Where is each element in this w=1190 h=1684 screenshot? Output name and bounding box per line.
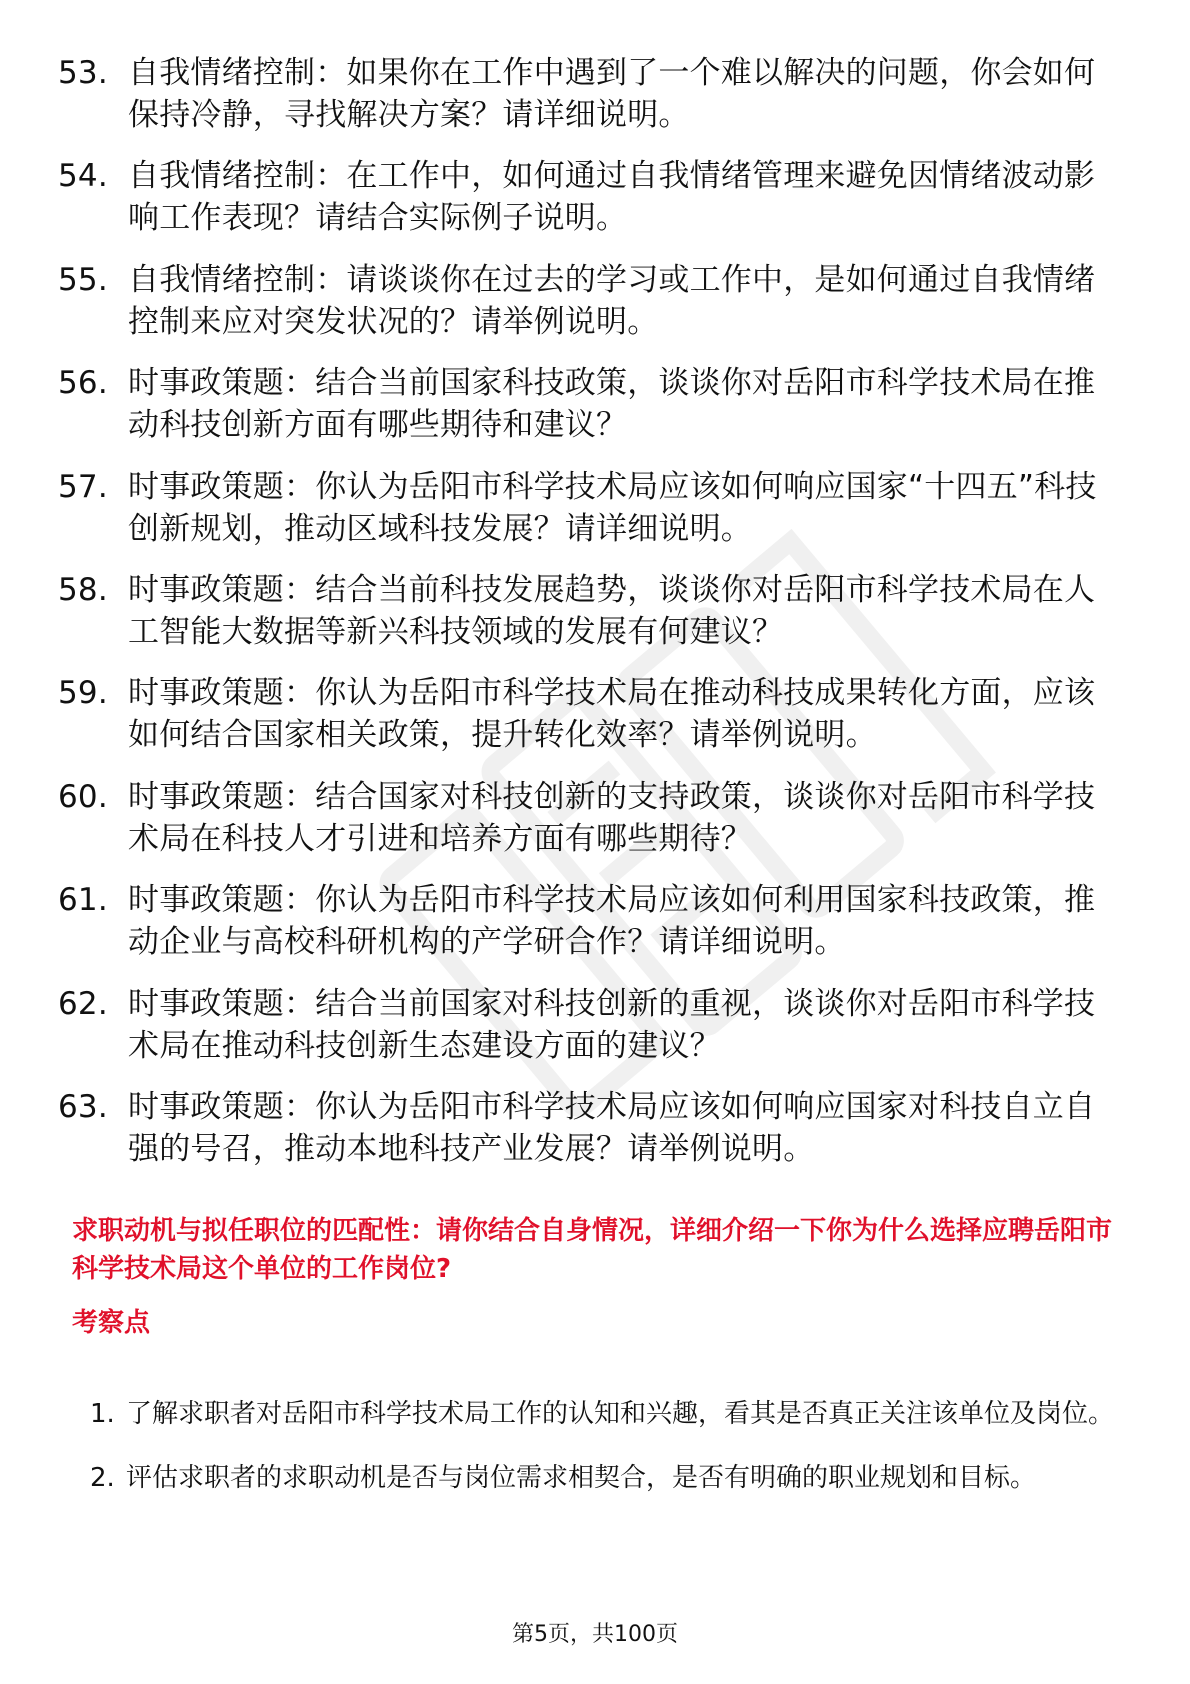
list-item [58, 466, 1118, 550]
question-number: 54. [58, 158, 108, 195]
question-text: 时事政策题：结合当前国家对科技创新的重视，谈谈你对岳阳市科学技术局在推动科技创新生态建设方面的建议？ [128, 985, 1096, 1064]
list-item [58, 983, 1118, 1067]
question-text: 时事政策题：你认为岳阳市科学技术局应该如何响应国家“十四五”科技创新规划，推动区域科技发展？请详细说明。 [128, 468, 1097, 547]
question-number: 53. [58, 55, 108, 91]
list-item [58, 1086, 1118, 1170]
question-number: 62. [58, 985, 108, 1022]
list-item [58, 259, 1118, 343]
list-item [58, 362, 1118, 446]
section-heading: 求职动机与拟任职位的匹配性：请你结合自身情况，详细介绍一下你为什么选择应聘岳阳市科学技术局这个单位的工作岗位? [72, 1216, 1113, 1284]
question-text: 时事政策题：你认为岳阳市科学技术局应该如何响应国家对科技自立自强的号召，推动本地科技产业发展？请举例说明。 [128, 1088, 1096, 1167]
question-text: 时事政策题：结合当前国家科技政策，谈谈你对岳阳市科学技术局在推动科技创新方面有哪些期待和建议？ [128, 365, 1096, 444]
question-number: 57. [58, 468, 108, 505]
point-text: 了解求职者对岳阳市科学技术局工作的认知和兴趣，看其是否真正关注该单位及岗位。 [126, 1399, 1115, 1429]
list-item [58, 52, 1118, 136]
list-item [58, 879, 1118, 963]
point-text: 评估求职者的求职动机是否与岗位需求相契合，是否有明确的职业规划和目标。 [126, 1463, 1037, 1493]
list-item [58, 569, 1118, 653]
question-number: 55. [58, 261, 108, 298]
question-number: 60. [58, 778, 108, 815]
page-footer: 第5页，共100页 [512, 1622, 678, 1647]
question-text: 时事政策题：结合国家对科技创新的支持政策，谈谈你对岳阳市科学技术局在科技人才引进和培养方面有哪些期待？ [128, 778, 1096, 857]
question-text: 自我情绪控制：如果你在工作中遇到了一个难以解决的问题，你会如何保持冷静，寻找解决方案？请详细说明。 [128, 55, 1096, 133]
question-text: 自我情绪控制：在工作中，如何通过自我情绪管理来避免因情绪波动影响工作表现？请结合实际例子说明。 [128, 158, 1096, 237]
point-number: 1. [90, 1399, 115, 1429]
list-item [58, 672, 1118, 756]
section-subheading: 考察点 [72, 1308, 151, 1338]
question-text: 自我情绪控制：请谈谈你在过去的学习或工作中，是如何通过自我情绪控制来应对突发状况的？请举例说明。 [128, 261, 1096, 340]
question-number: 58. [58, 571, 108, 608]
question-number: 61. [58, 882, 108, 919]
question-text: 时事政策题：你认为岳阳市科学技术局应该如何利用国家科技政策，推动企业与高校科研机构的产学研合作？请详细说明。 [128, 882, 1096, 961]
points-list [90, 1382, 1120, 1510]
list-item [58, 155, 1118, 239]
list-item [90, 1446, 1120, 1510]
question-number: 63. [58, 1088, 108, 1125]
question-text: 时事政策题：结合当前科技发展趋势，谈谈你对岳阳市科学技术局在人工智能大数据等新兴科技领域的发展有何建议？ [128, 571, 1096, 650]
question-text: 时事政策题：你认为岳阳市科学技术局在推动科技成果转化方面，应该如何结合国家相关政策，提升转化效率？请举例说明。 [128, 675, 1096, 754]
list-item [90, 1382, 1120, 1446]
point-number: 2. [90, 1463, 115, 1493]
question-list [58, 52, 1118, 1189]
question-number: 56. [58, 365, 108, 402]
list-item [58, 776, 1118, 860]
question-number: 59. [58, 675, 108, 712]
